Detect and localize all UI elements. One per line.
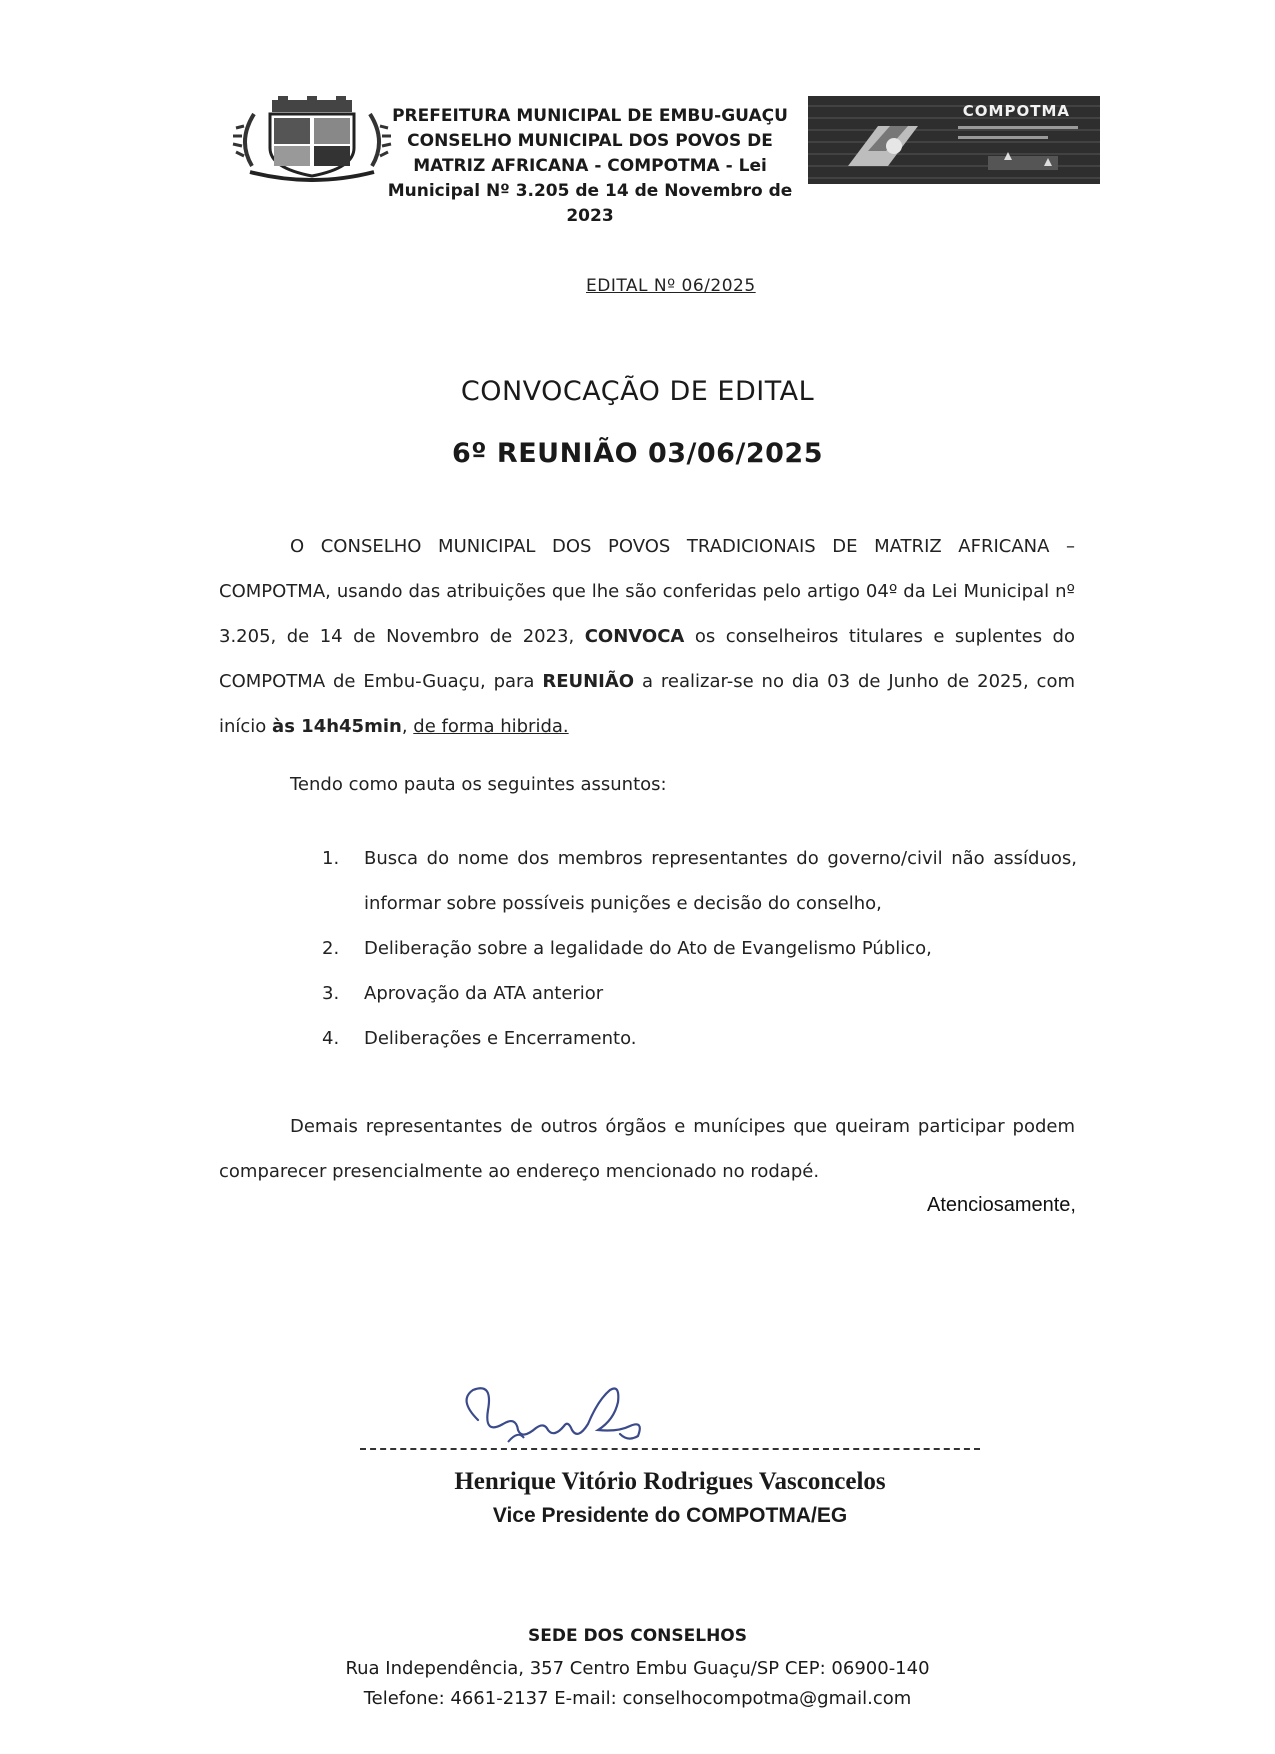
agenda-item: [322, 971, 1077, 1016]
paragraph-part-3: a realizar-se no dia 03 de Junho de 2025, com início: [219, 671, 1075, 737]
header-line-2: CONSELHO MUNICIPAL DOS POVOS DE: [407, 131, 773, 151]
convoca-keyword: CONVOCA: [584, 626, 685, 647]
agenda-item-text: Deliberação sobre a legalidade do Ato de Evangelismo Público,: [364, 938, 932, 959]
agenda-item-text: Aprovação da ATA anterior: [364, 983, 604, 1004]
agenda-item: [322, 836, 1077, 926]
compotma-logo: [808, 96, 1100, 184]
header-line-1: PREFEITURA MUNICIPAL DE EMBU-GUAÇU: [392, 106, 788, 126]
signature-line: [360, 1448, 980, 1450]
closing-text: Demais representantes de outros órgãos e munícipes que queiram participar podem comparecer presencialmente ao endereço mencionado no rodapé.: [219, 1116, 1075, 1182]
agenda-item-number: 1.: [322, 848, 340, 869]
paragraph-part-4: ,: [401, 716, 414, 737]
header-line-5: 2023: [566, 206, 614, 226]
edital-number: EDITAL Nº 06/2025: [586, 276, 756, 296]
footer-contact: Telefone: 4661-2137 E-mail: conselhocompotma@gmail.com: [363, 1688, 912, 1709]
header-title-block: [380, 104, 800, 229]
header-line-4: Municipal Nº 3.205 de 14 de Novembro de: [387, 181, 793, 201]
document-title: CONVOCAÇÃO DE EDITAL: [460, 376, 815, 407]
agenda-item: [322, 1016, 1077, 1061]
agenda-item-number: 3.: [322, 983, 340, 1004]
paragraph-part-2: os conselheiros titulares e suplentes do COMPOTMA de Embu-Guaçu, para: [219, 626, 1075, 692]
agenda-intro: Tendo como pauta os seguintes assuntos:: [290, 774, 667, 795]
paragraph-part-1: O CONSELHO MUNICIPAL DOS POVOS TRADICIONAIS DE MATRIZ AFRICANA – COMPOTMA, usando das atribuições que lhe são conferidas pelo artigo 04º da Lei Municipal nº 3.205, de 14 de Novembro de 2023,: [219, 536, 1075, 647]
footer-heading: SEDE DOS CONSELHOS: [528, 1626, 747, 1646]
agenda-item-text: Busca do nome dos membros representantes do governo/civil não assíduos, informar sobre possíveis punições e decisão do conselho,: [364, 848, 1077, 914]
convocation-paragraph: [219, 524, 1075, 749]
signer-role: Vice Presidente do COMPOTMA/EG: [492, 1504, 848, 1527]
agenda-item-number: 4.: [322, 1028, 340, 1049]
handwritten-signature: [448, 1380, 658, 1450]
signer-name: Henrique Vitório Rodrigues Vasconcelos: [454, 1468, 886, 1495]
meeting-format: de forma hibrida.: [413, 716, 569, 737]
sign-off: Atenciosamente,: [927, 1194, 1076, 1216]
agenda-item: [322, 926, 1077, 971]
agenda-item-number: 2.: [322, 938, 340, 959]
closing-paragraph: [219, 1104, 1075, 1194]
agenda-item-text: Deliberações e Encerramento.: [364, 1028, 637, 1049]
meeting-title: 6º REUNIÃO 03/06/2025: [452, 438, 823, 469]
agenda-list: [322, 836, 1077, 1061]
meeting-time: às 14h45min: [272, 716, 402, 737]
reuniao-keyword: REUNIÃO: [542, 671, 635, 692]
footer-address: Rua Independência, 357 Centro Embu Guaçu/SP CEP: 06900-140: [345, 1658, 930, 1679]
municipal-crest-logo: [232, 96, 392, 182]
compotma-logo-name: COMPOTMA: [962, 102, 1070, 120]
header-line-3: MATRIZ AFRICANA - COMPOTMA - Lei: [413, 156, 767, 176]
